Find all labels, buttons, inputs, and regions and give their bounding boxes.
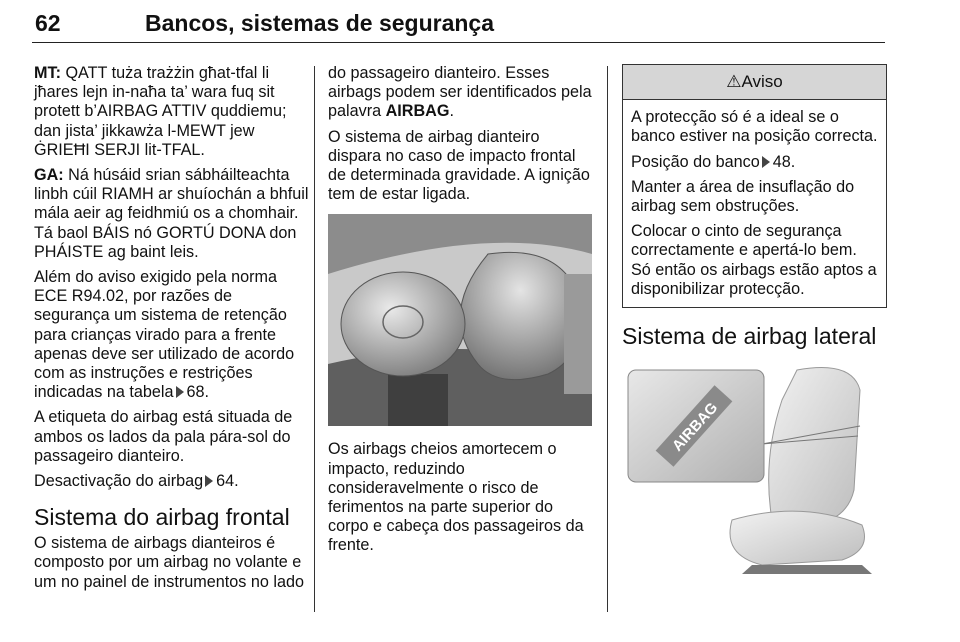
warning-icon: ⚠ (726, 72, 742, 91)
section-heading-side: Sistema de airbag lateral (622, 323, 877, 350)
warning-box (622, 64, 887, 308)
page-title: Bancos, sistemas de segurança (145, 10, 494, 36)
paragraph-mt (34, 64, 310, 160)
page-ref-link[interactable]: 68. (186, 383, 210, 402)
paragraph-deactivation (34, 472, 310, 491)
warning-title: Aviso (741, 72, 783, 91)
ga-label: GA: (34, 166, 64, 185)
airbag-word-end: . (449, 102, 454, 121)
seat-position-text: Posição do banco (631, 152, 760, 171)
column-2 (328, 64, 595, 562)
warning-line-2 (631, 153, 878, 172)
page-number: 62 (35, 10, 61, 36)
page-header (32, 6, 885, 43)
paragraph-airbag-word (328, 64, 595, 122)
deactivation-text: Desactivação do airbag (34, 472, 204, 491)
column-divider (314, 66, 315, 612)
column-1 (34, 64, 310, 598)
paragraph-frontal: O sistema de airbags dianteiros é composto por um airbag no volante e um no painel de instrumentos no lado (34, 534, 304, 591)
airbag-photo (328, 214, 592, 426)
page-ref-icon (762, 156, 770, 168)
section-heading-frontal: Sistema do airbag frontal (34, 504, 290, 531)
warning-body (623, 100, 886, 307)
page-ref-icon (176, 386, 184, 398)
column-divider (607, 66, 608, 612)
seat-illustration (622, 360, 887, 574)
side-airbag-seat-image (622, 360, 887, 574)
mt-label: MT: (34, 64, 61, 82)
mt-text: QATT tuża trażżin għat-tfal li jħares lejn in-naħa ta’ wara fuq sit protett b’AIRBAG ATTIV quddiemu; dan jista’ jikkawża l-MEWT jew ĠRIEĦI SERJI lit-TFAL. (34, 64, 287, 159)
ga-text: Ná húsáid srian sábháilteachta linbh cúil RIAMH ar shuíochán a bhfuil mála aeir ag feidhmiú os a chomhair. Tá baol BÁIS nó GORTÚ DONA don PHÁISTE ag baint leis. (34, 166, 309, 261)
page-ref-link[interactable]: 64. (216, 472, 239, 491)
paragraph-ga (34, 166, 310, 262)
airbag-tag-label: AIRBAG (669, 399, 722, 455)
deployed-airbags-image (328, 214, 592, 426)
paragraph-ece (34, 268, 310, 402)
warning-line-3: Manter a área de insuflação do airbag sem obstruções. (631, 177, 855, 216)
photo-caption: Os airbags cheios amortecem o impacto, reduzindo consideravelmente o risco de ferimentos na parte superior do corpo e cabeça dos passageiros da frente. (328, 440, 584, 555)
airbag-word-text: do passageiro dianteiro. Esses airbags podem ser identificados pela palavra (328, 64, 592, 121)
airbag-word-bold: AIRBAG (385, 102, 450, 121)
warning-line-4: Colocar o cinto de segurança correctamente e apertá-lo bem. Só então os airbags estão aptos a disponibilizar protecção. (631, 222, 877, 298)
column-3 (622, 64, 887, 574)
page-ref-link[interactable]: 48. (772, 152, 796, 171)
paragraph-trigger: O sistema de airbag dianteiro dispara no caso de impacto frontal de determinada gravidade. A ignição tem de estar ligada. (328, 127, 590, 204)
warning-header (623, 65, 886, 100)
warning-line-1: A protecção só é a ideal se o banco estiver na posição correcta. (631, 108, 878, 146)
paragraph-label-location: A etiqueta do airbag está situada de ambos os lados da pala pára-sol do passageiro dianteiro. (34, 408, 293, 465)
ece-text: Além do aviso exigido pela norma ECE R94.02, por razões de segurança um sistema de retenção para crianças virado para a frente apenas deve ser utilizado de acordo com as instruções e restrições indicadas na tabela (34, 268, 295, 402)
page-ref-icon (205, 475, 213, 487)
